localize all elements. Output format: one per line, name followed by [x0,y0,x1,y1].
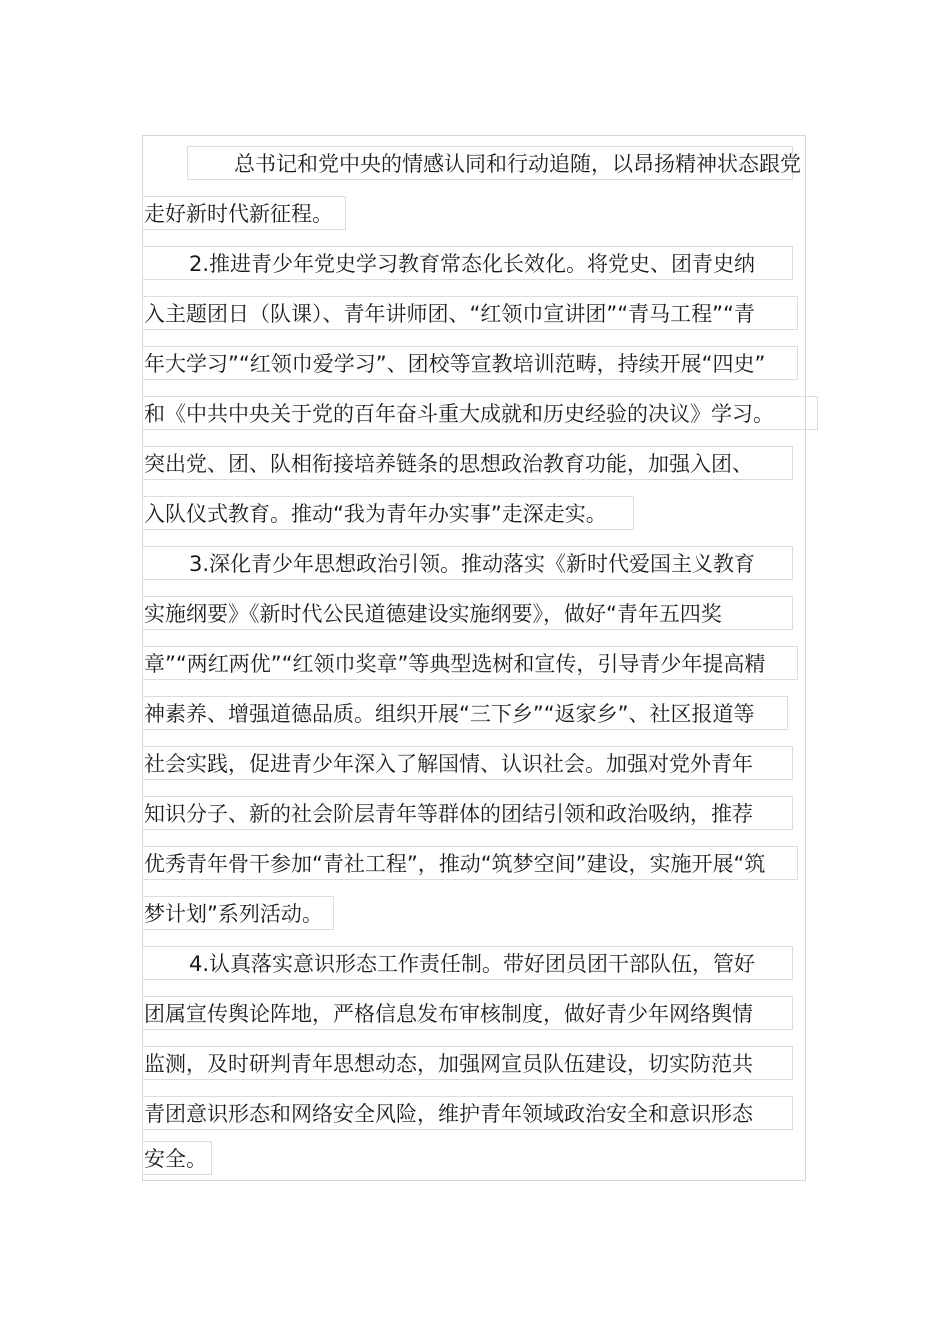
text-line: 入主题团日（队课）、青年讲师团、“红领巾宣讲团”“青马工程”“青 [142,296,798,330]
text-line: 监测，及时研判青年思想动态，加强网宣员队伍建设，切实防范共 [142,1046,793,1080]
text-line: 知识分子、新的社会阶层青年等群体的团结引领和政治吸纳，推荐 [142,796,793,830]
text-line: 突出党、团、队相衔接培养链条的思想政治教育功能，加强入团、 [142,446,793,480]
text-line: 3.深化青少年思想政治引领。推动落实《新时代爱国主义教育 [142,546,793,580]
text-line: 章”“两红两优”“红领巾奖章”等典型选树和宣传，引导青少年提高精 [142,646,798,680]
text-line: 青团意识形态和网络安全风险，维护青年领域政治安全和意识形态 [142,1096,793,1130]
text-line: 总书记和党中央的情感认同和行动追随，以昂扬精神状态跟党 [187,146,793,180]
text-line: 团属宣传舆论阵地，严格信息发布审核制度，做好青少年网络舆情 [142,996,793,1030]
text-line: 走好新时代新征程。 [142,196,346,230]
text-line: 优秀青年骨干参加“青社工程”，推动“筑梦空间”建设，实施开展“筑 [142,846,798,880]
text-line: 和《中共中央关于党的百年奋斗重大成就和历史经验的决议》学习。 [142,396,818,430]
text-line: 2.推进青少年党史学习教育常态化长效化。将党史、团青史纳 [142,246,793,280]
text-line: 年大学习”“红领巾爱学习”、团校等宣教培训范畴，持续开展“四史” [142,346,798,380]
text-line: 4.认真落实意识形态工作责任制。带好团员团干部队伍，管好 [142,946,793,980]
text-line: 实施纲要》《新时代公民道德建设实施纲要》，做好“青年五四奖 [142,596,793,630]
text-line: 神素养、增强道德品质。组织开展“三下乡”“返家乡”、社区报道等 [142,696,788,730]
text-line: 入队仪式教育。推动“我为青年办实事”走深走实。 [142,496,634,530]
text-line: 安全。 [142,1141,212,1175]
text-line: 社会实践，促进青少年深入了解国情、认识社会。加强对党外青年 [142,746,793,780]
text-line: 梦计划”系列活动。 [142,896,334,930]
